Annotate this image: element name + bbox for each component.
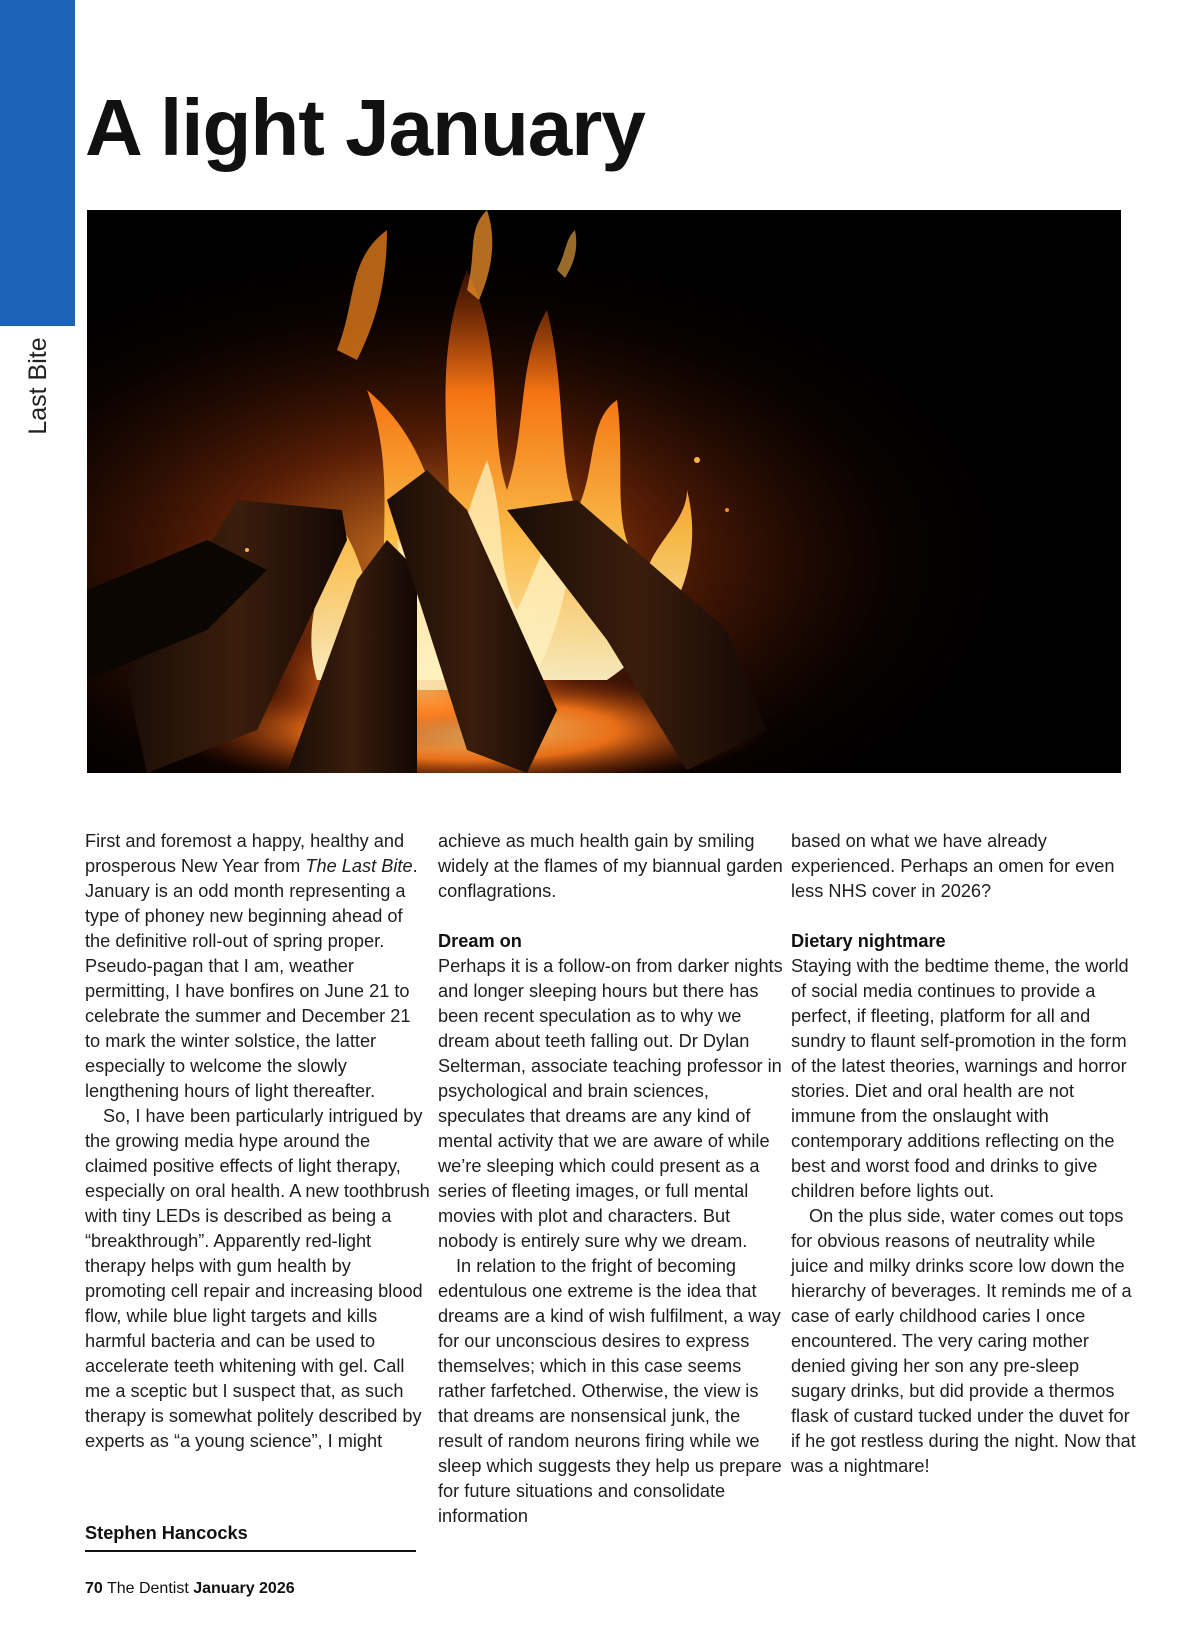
article-headline: A light January [85, 83, 645, 172]
paragraph: So, I have been particularly intrigued by the growing media hype around the claimed positive effects of light therapy, especially on oral health. A new toothbrush with tiny LEDs is described as being a “breakthrough”. Apparently red-light therapy helps with gum health by promoting cell repair and increasing blood flow, while blue light targets and kills harmful bacteria and can be used to accelerate teeth whitening with gel. Call me a sceptic but I suspect that, as such therapy is somewhat politely described by experts as “a young science”, I might [85, 1106, 430, 1451]
article-column-2 [438, 829, 783, 1529]
publication-title-italic: The Last Bite [305, 856, 413, 876]
page-footer [85, 1578, 295, 1600]
campfire-photo [87, 210, 1121, 773]
subheading-dietary-nightmare: Dietary nightmare [791, 931, 946, 951]
paragraph: In relation to the fright of becoming edentulous one extreme is the idea that dreams are a kind of wish fulfilment, a way for our unconscious desires to express themselves; which in this case seems rather farfetched. Otherwise, the view is that dreams are nonsensical junk, the result of random neurons firing while we sleep which suggests they help us prepare for future situations and consolidate information [438, 1256, 782, 1526]
paragraph: achieve as much health gain by smiling widely at the flames of my biannual garden conflagrations. [438, 831, 783, 901]
paragraph: First and foremost a happy, healthy and prosperous New Year from The Last Bite. January is an odd month representing a type of phoney new beginning ahead of the definitive roll-out of spring proper. Pseudo-pagan that I am, weather permitting, I have bonfires on June 21 to celebrate the summer and December 21 to mark the winter solstice, the latter especially to welcome the slowly lengthening hours of light thereafter. [85, 831, 418, 1101]
author-byline: Stephen Hancocks [85, 1523, 248, 1543]
page-number: 70 [85, 1580, 103, 1597]
section-label: Last Bite [24, 337, 52, 435]
paragraph: On the plus side, water comes out tops for obvious reasons of neutrality while juice and milky drinks score low down the hierarchy of beverages. It reminds me of a case of early childhood caries I once encountered. The very caring mother denied giving her son any pre-sleep sugary drinks, but did provide a thermos flask of custard tucked under the duvet for if he got restless during the night. Now that was a nightmare! [791, 1206, 1136, 1476]
issue-date: January 2026 [193, 1580, 295, 1597]
paragraph: based on what we have already experienced. Perhaps an omen for even less NHS cover in 2026? [791, 831, 1115, 901]
byline-rule [85, 1521, 416, 1552]
section-color-bar [0, 0, 75, 326]
subheading-dream-on: Dream on [438, 931, 522, 951]
publication-name: The Dentist [106, 1580, 189, 1597]
article-column-3 [791, 829, 1136, 1479]
paragraph: Perhaps it is a follow-on from darker nights and longer sleeping hours but there has been recent speculation as to why we dream about teeth falling out. Dr Dylan Selterman, associate teaching professor in psychological and brain sciences, speculates that dreams are any kind of mental activity that we are aware of while we’re sleeping which could present as a series of fleeting images, or full mental movies with plot and characters. But nobody is entirely sure why we dream. [438, 956, 783, 1251]
paragraph: Staying with the bedtime theme, the world of social media continues to provide a perfect, if fleeting, platform for all and sundry to flaunt self-promotion in the form of the latest theories, warnings and horror stories. Diet and oral health are not immune from the onslaught with contemporary additions reflecting on the best and worst food and drinks to give children before lights out. [791, 956, 1129, 1201]
article-column-1 [85, 829, 430, 1454]
